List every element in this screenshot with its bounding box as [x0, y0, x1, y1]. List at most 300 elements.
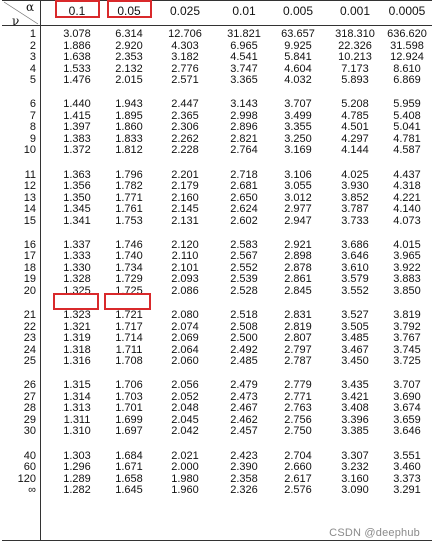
value-cell: 2.539 [230, 273, 258, 286]
value-cell: 2.390 [230, 461, 258, 474]
value-cell: 2.479 [230, 379, 258, 392]
value-cell: 1.782 [115, 180, 143, 193]
highlight-nu19-0.05 [104, 293, 151, 310]
value-cell: 1.372 [63, 144, 91, 157]
value-cell: 1.311 [63, 413, 91, 426]
value-cell: 63.657 [281, 28, 315, 40]
nu-symbol: ν [12, 14, 20, 28]
value-cell: 2.650 [230, 191, 258, 204]
value-cell: 1.397 [63, 121, 91, 134]
value-cell: 1.658 [115, 472, 143, 485]
value-cell: 2.508 [230, 320, 258, 333]
value-cell: 31.821 [227, 28, 261, 40]
value-cell: 1.761 [115, 203, 143, 216]
value-cell: 2.763 [284, 402, 312, 415]
value-cell: 2.898 [284, 250, 312, 263]
value-cell: 3.106 [284, 168, 312, 181]
value-cell: 2.660 [284, 461, 312, 474]
value-cell: 2.462 [230, 413, 258, 426]
value-cell: 3.160 [341, 472, 369, 485]
alpha-symbol: α [26, 0, 35, 14]
value-cell: 3.355 [284, 121, 312, 134]
value-cell: 2.045 [171, 413, 199, 426]
value-cell: 3.090 [341, 484, 369, 497]
value-cell: 636.620 [387, 28, 427, 40]
value-cell: 3.646 [341, 250, 369, 263]
highlight-alpha-0.05 [107, 0, 152, 18]
value-cell: 1.721 [115, 309, 143, 321]
header-diagonal [2, 0, 40, 25]
value-cell: 2.015 [115, 74, 143, 87]
nu-cell: 24 [23, 343, 36, 356]
value-cell: 3.792 [393, 320, 421, 333]
value-cell: 31.598 [390, 39, 424, 52]
value-cell: 1.703 [115, 390, 143, 403]
nu-cell: 20 [23, 284, 36, 297]
value-cell: 3.385 [341, 425, 369, 438]
value-cell: 2.624 [230, 203, 258, 216]
nu-cell: 9 [29, 132, 36, 145]
value-cell: 1.325 [63, 284, 91, 297]
value-cell: 1.725 [115, 284, 143, 297]
value-cell: 2.797 [284, 343, 312, 356]
value-cell: 2.807 [284, 332, 312, 345]
alpha-header-1: 0.05 [117, 4, 141, 18]
nu-cell: 22 [23, 320, 36, 333]
value-cell: 2.704 [284, 449, 312, 462]
value-cell: 3.686 [341, 238, 369, 251]
value-cell: 1.289 [63, 472, 91, 485]
value-cell: 2.576 [284, 484, 312, 497]
value-cell: 1.310 [63, 425, 91, 438]
value-cell: 3.646 [393, 425, 421, 438]
nu-cell: 3 [29, 51, 36, 64]
value-cell: 1.699 [115, 413, 143, 426]
nu-cell: 26 [23, 379, 36, 392]
nu-cell: 30 [23, 425, 36, 438]
value-cell: 4.303 [171, 39, 199, 52]
value-cell: 2.819 [284, 320, 312, 333]
table-row [0, 426, 434, 438]
value-cell: 1.415 [63, 109, 91, 122]
highlight-nu19-0.1 [53, 293, 99, 310]
value-cell: 1.330 [63, 261, 91, 274]
value-cell: 4.032 [284, 74, 312, 87]
value-cell: 2.131 [171, 214, 199, 227]
value-cell: 2.776 [171, 62, 199, 75]
value-cell: 1.345 [63, 203, 91, 216]
nu-cell: 18 [23, 261, 36, 274]
value-cell: 2.552 [230, 261, 258, 274]
value-cell: 1.960 [171, 484, 199, 497]
value-cell: 2.977 [284, 203, 312, 216]
value-cell: 3.747 [230, 62, 258, 75]
value-cell: 4.541 [230, 51, 258, 64]
value-cell: 2.831 [284, 309, 312, 321]
table-row [0, 204, 434, 216]
value-cell: 2.567 [230, 250, 258, 263]
value-cell: 5.841 [284, 51, 312, 64]
value-cell: 2.457 [230, 425, 258, 438]
value-cell: 4.073 [393, 214, 421, 227]
nu-cell: 16 [23, 238, 36, 251]
header-rule [2, 25, 432, 26]
value-cell: 4.318 [393, 180, 421, 193]
value-cell: 1.296 [63, 461, 91, 474]
value-cell: 3.450 [341, 355, 369, 368]
value-cell: 2.617 [284, 472, 312, 485]
value-cell: 3.078 [63, 28, 91, 40]
value-cell: 3.408 [341, 402, 369, 415]
nu-cell: 29 [23, 413, 36, 426]
value-cell: 1.383 [63, 132, 91, 145]
table-row [0, 75, 434, 87]
value-cell: 1.333 [63, 250, 91, 263]
nu-cell: 12 [23, 180, 36, 193]
nu-cell: 8 [29, 121, 36, 134]
value-cell: 1.796 [115, 168, 143, 181]
value-cell: 1.671 [115, 461, 143, 474]
value-cell: 1.319 [63, 332, 91, 345]
table-row [0, 181, 434, 193]
value-cell: 1.771 [115, 191, 143, 204]
value-cell: 3.307 [341, 449, 369, 462]
value-cell: 1.717 [115, 320, 143, 333]
value-cell: 1.645 [115, 484, 143, 497]
value-cell: 2.365 [171, 109, 199, 122]
value-cell: 1.315 [63, 379, 91, 392]
value-cell: 4.604 [284, 62, 312, 75]
value-cell: 2.779 [284, 379, 312, 392]
table-row [0, 485, 434, 497]
table-row [0, 52, 434, 64]
value-cell: 2.821 [230, 132, 258, 145]
value-cell: 6.869 [393, 74, 421, 87]
value-cell: 3.169 [284, 144, 312, 157]
highlight-alpha-0.1 [55, 0, 100, 18]
table-row [0, 216, 434, 228]
value-cell: 1.753 [115, 214, 143, 227]
value-cell: 2.878 [284, 261, 312, 274]
value-cell: 2.861 [284, 273, 312, 286]
value-cell: 5.959 [393, 98, 421, 111]
value-cell: 1.314 [63, 390, 91, 403]
alpha-header-4: 0.005 [282, 4, 314, 18]
value-cell: 1.895 [115, 109, 143, 122]
value-cell: 3.182 [171, 51, 199, 64]
value-cell: 5.408 [393, 109, 421, 122]
value-cell: 2.920 [115, 39, 143, 52]
value-cell: 5.208 [341, 98, 369, 111]
value-cell: 4.144 [341, 144, 369, 157]
value-cell: 2.571 [171, 74, 199, 87]
value-cell: 2.845 [284, 284, 312, 297]
alpha-header-0: 0.1 [68, 4, 86, 18]
value-cell: 6.314 [115, 28, 143, 40]
value-cell: 2.060 [171, 355, 199, 368]
table-row [0, 29, 434, 41]
alpha-header-6: 0.0005 [388, 4, 426, 18]
value-cell: 2.756 [284, 413, 312, 426]
alpha-header-5: 0.001 [339, 4, 371, 18]
value-cell: 1.341 [63, 214, 91, 227]
value-cell: 1.350 [63, 191, 91, 204]
value-cell: 2.110 [171, 250, 199, 263]
value-cell: 1.980 [171, 472, 199, 485]
value-cell: 2.145 [171, 203, 199, 216]
value-cell: 2.467 [230, 402, 258, 415]
value-cell: 2.179 [171, 180, 199, 193]
value-cell: 8.610 [393, 62, 421, 75]
value-cell: 2.262 [171, 132, 199, 145]
value-cell: 1.328 [63, 273, 91, 286]
value-cell: 2.074 [171, 320, 199, 333]
value-cell: 1.363 [63, 168, 91, 181]
value-cell: 3.922 [393, 261, 421, 274]
value-cell: 1.638 [63, 51, 91, 64]
value-cell: 1.440 [63, 98, 91, 111]
value-cell: 3.725 [393, 355, 421, 368]
value-cell: 3.373 [393, 472, 421, 485]
value-cell: 2.326 [230, 484, 258, 497]
value-cell: 4.587 [393, 144, 421, 157]
nu-cell: 10 [23, 144, 36, 157]
value-cell: 3.291 [393, 484, 421, 497]
value-cell: 22.326 [338, 39, 372, 52]
value-cell: 1.697 [115, 425, 143, 438]
value-cell: 2.093 [171, 273, 199, 286]
value-cell: 1.282 [63, 484, 91, 497]
table-row [0, 333, 434, 345]
value-cell: 3.819 [393, 309, 421, 321]
value-cell: 1.323 [63, 309, 91, 321]
nu-cell: 14 [23, 203, 36, 216]
value-cell: 2.228 [171, 144, 199, 157]
value-cell: 2.201 [171, 168, 199, 181]
value-cell: 12.924 [390, 51, 424, 64]
value-cell: 1.734 [115, 261, 143, 274]
value-cell: 2.473 [230, 390, 258, 403]
value-cell: 3.505 [341, 320, 369, 333]
value-cell: 2.718 [230, 168, 258, 181]
value-cell: 2.101 [171, 261, 199, 274]
nu-cell: 7 [29, 109, 36, 122]
value-cell: 3.499 [284, 109, 312, 122]
value-cell: 5.041 [393, 121, 421, 134]
value-cell: 1.714 [115, 332, 143, 345]
value-cell: 6.965 [230, 39, 258, 52]
value-cell: 2.681 [230, 180, 258, 193]
value-cell: 1.833 [115, 132, 143, 145]
value-cell: 2.998 [230, 109, 258, 122]
nu-cell: 15 [23, 214, 36, 227]
nu-cell: 5 [29, 74, 36, 87]
value-cell: 3.850 [393, 284, 421, 297]
value-cell: 3.527 [341, 309, 369, 321]
value-cell: 4.140 [393, 203, 421, 216]
value-cell: 3.965 [393, 250, 421, 263]
alpha-header-3: 0.01 [232, 4, 256, 18]
value-cell: 3.365 [230, 74, 258, 87]
value-cell: 3.610 [341, 261, 369, 274]
value-cell: 4.025 [341, 168, 369, 181]
value-cell: 2.064 [171, 343, 199, 356]
value-cell: 2.583 [230, 238, 258, 251]
value-cell: 2.500 [230, 332, 258, 345]
watermark: CSDN @deephub [329, 527, 420, 539]
value-cell: 10.213 [338, 51, 372, 64]
nu-cell: 19 [23, 273, 36, 286]
value-cell: 4.015 [393, 238, 421, 251]
value-cell: 2.132 [115, 62, 143, 75]
value-cell: 2.602 [230, 214, 258, 227]
value-cell: 2.080 [171, 309, 199, 321]
value-cell: 1.318 [63, 343, 91, 356]
value-cell: 2.160 [171, 191, 199, 204]
value-cell: 3.733 [341, 214, 369, 227]
value-cell: 2.306 [171, 121, 199, 134]
value-cell: 9.925 [284, 39, 312, 52]
nu-cell: 40 [23, 449, 36, 462]
value-cell: 3.485 [341, 332, 369, 345]
value-cell: 2.896 [230, 121, 258, 134]
value-cell: 2.423 [230, 449, 258, 462]
value-cell: 4.785 [341, 109, 369, 122]
value-cell: 3.396 [341, 413, 369, 426]
value-cell: 12.706 [168, 28, 202, 40]
value-cell: 3.930 [341, 180, 369, 193]
table-row [0, 145, 434, 157]
value-cell: 3.467 [341, 343, 369, 356]
nu-cell: 2 [29, 39, 36, 52]
value-cell: 1.684 [115, 449, 143, 462]
nu-cell: 60 [23, 461, 36, 474]
value-cell: 3.883 [393, 273, 421, 286]
value-cell: 1.860 [115, 121, 143, 134]
value-cell: 5.893 [341, 74, 369, 87]
value-cell: 4.297 [341, 132, 369, 145]
value-cell: 2.069 [171, 332, 199, 345]
value-cell: 4.781 [393, 132, 421, 145]
value-cell: 2.048 [171, 402, 199, 415]
value-cell: 1.321 [63, 320, 91, 333]
nu-cell: 25 [23, 355, 36, 368]
value-cell: 2.787 [284, 355, 312, 368]
value-cell: 1.303 [63, 449, 91, 462]
value-cell: 1.740 [115, 250, 143, 263]
value-cell: 7.173 [341, 62, 369, 75]
value-cell: 4.501 [341, 121, 369, 134]
value-cell: 1.313 [63, 402, 91, 415]
value-cell: 3.707 [284, 98, 312, 111]
value-cell: 3.143 [230, 98, 258, 111]
value-cell: 2.086 [171, 284, 199, 297]
nu-cell: ∞ [28, 484, 36, 497]
value-cell: 3.787 [341, 203, 369, 216]
nu-cell: 17 [23, 250, 36, 263]
value-cell: 3.674 [393, 402, 421, 415]
value-cell: 1.886 [63, 39, 91, 52]
value-cell: 1.812 [115, 144, 143, 157]
value-cell: 1.356 [63, 180, 91, 193]
value-cell: 2.052 [171, 390, 199, 403]
value-cell: 3.767 [393, 332, 421, 345]
value-cell: 3.659 [393, 413, 421, 426]
value-cell: 4.437 [393, 168, 421, 181]
table-row [0, 356, 434, 368]
alpha-header-2: 0.025 [169, 4, 201, 18]
value-cell: 3.460 [393, 461, 421, 474]
value-cell: 2.120 [171, 238, 199, 251]
nu-cell: 23 [23, 332, 36, 345]
value-cell: 1.746 [115, 238, 143, 251]
value-cell: 1.533 [63, 62, 91, 75]
nu-cell: 28 [23, 402, 36, 415]
nu-cell: 27 [23, 390, 36, 403]
value-cell: 2.921 [284, 238, 312, 251]
value-cell: 2.000 [171, 461, 199, 474]
value-cell: 1.316 [63, 355, 91, 368]
value-cell: 3.552 [341, 284, 369, 297]
value-cell: 1.708 [115, 355, 143, 368]
table-row [0, 462, 434, 474]
value-cell: 318.310 [335, 28, 375, 40]
value-cell: 2.021 [171, 449, 199, 462]
value-cell: 2.353 [115, 51, 143, 64]
value-cell: 2.947 [284, 214, 312, 227]
value-cell: 3.250 [284, 132, 312, 145]
value-cell: 1.729 [115, 273, 143, 286]
value-cell: 3.055 [284, 180, 312, 193]
value-cell: 1.706 [115, 379, 143, 392]
nu-cell: 4 [29, 62, 36, 75]
value-cell: 3.579 [341, 273, 369, 286]
value-cell: 2.528 [230, 284, 258, 297]
value-cell: 3.707 [393, 379, 421, 392]
value-cell: 2.358 [230, 472, 258, 485]
value-cell: 1.701 [115, 402, 143, 415]
value-cell: 2.447 [171, 98, 199, 111]
value-cell: 2.492 [230, 343, 258, 356]
value-cell: 1.476 [63, 74, 91, 87]
table-row [0, 310, 434, 322]
value-cell: 2.771 [284, 390, 312, 403]
nu-cell: 1 [29, 28, 36, 40]
value-cell: 3.852 [341, 191, 369, 204]
value-cell: 2.042 [171, 425, 199, 438]
value-cell: 1.337 [63, 238, 91, 251]
value-cell: 4.221 [393, 191, 421, 204]
value-cell: 3.421 [341, 390, 369, 403]
nu-cell: 6 [29, 98, 36, 111]
nu-cell: 120 [17, 472, 36, 485]
value-cell: 2.764 [230, 144, 258, 157]
value-cell: 2.485 [230, 355, 258, 368]
value-cell: 2.750 [284, 425, 312, 438]
value-cell: 3.435 [341, 379, 369, 392]
nu-cell: 13 [23, 191, 36, 204]
value-cell: 3.232 [341, 461, 369, 474]
nu-cell: 11 [24, 168, 36, 181]
value-cell: 2.056 [171, 379, 199, 392]
value-cell: 3.745 [393, 343, 421, 356]
value-cell: 3.012 [284, 191, 312, 204]
value-cell: 1.711 [115, 343, 143, 356]
value-cell: 3.551 [393, 449, 421, 462]
value-cell: 1.943 [115, 98, 143, 111]
value-cell: 3.690 [393, 390, 421, 403]
nu-cell: 21 [23, 309, 36, 321]
